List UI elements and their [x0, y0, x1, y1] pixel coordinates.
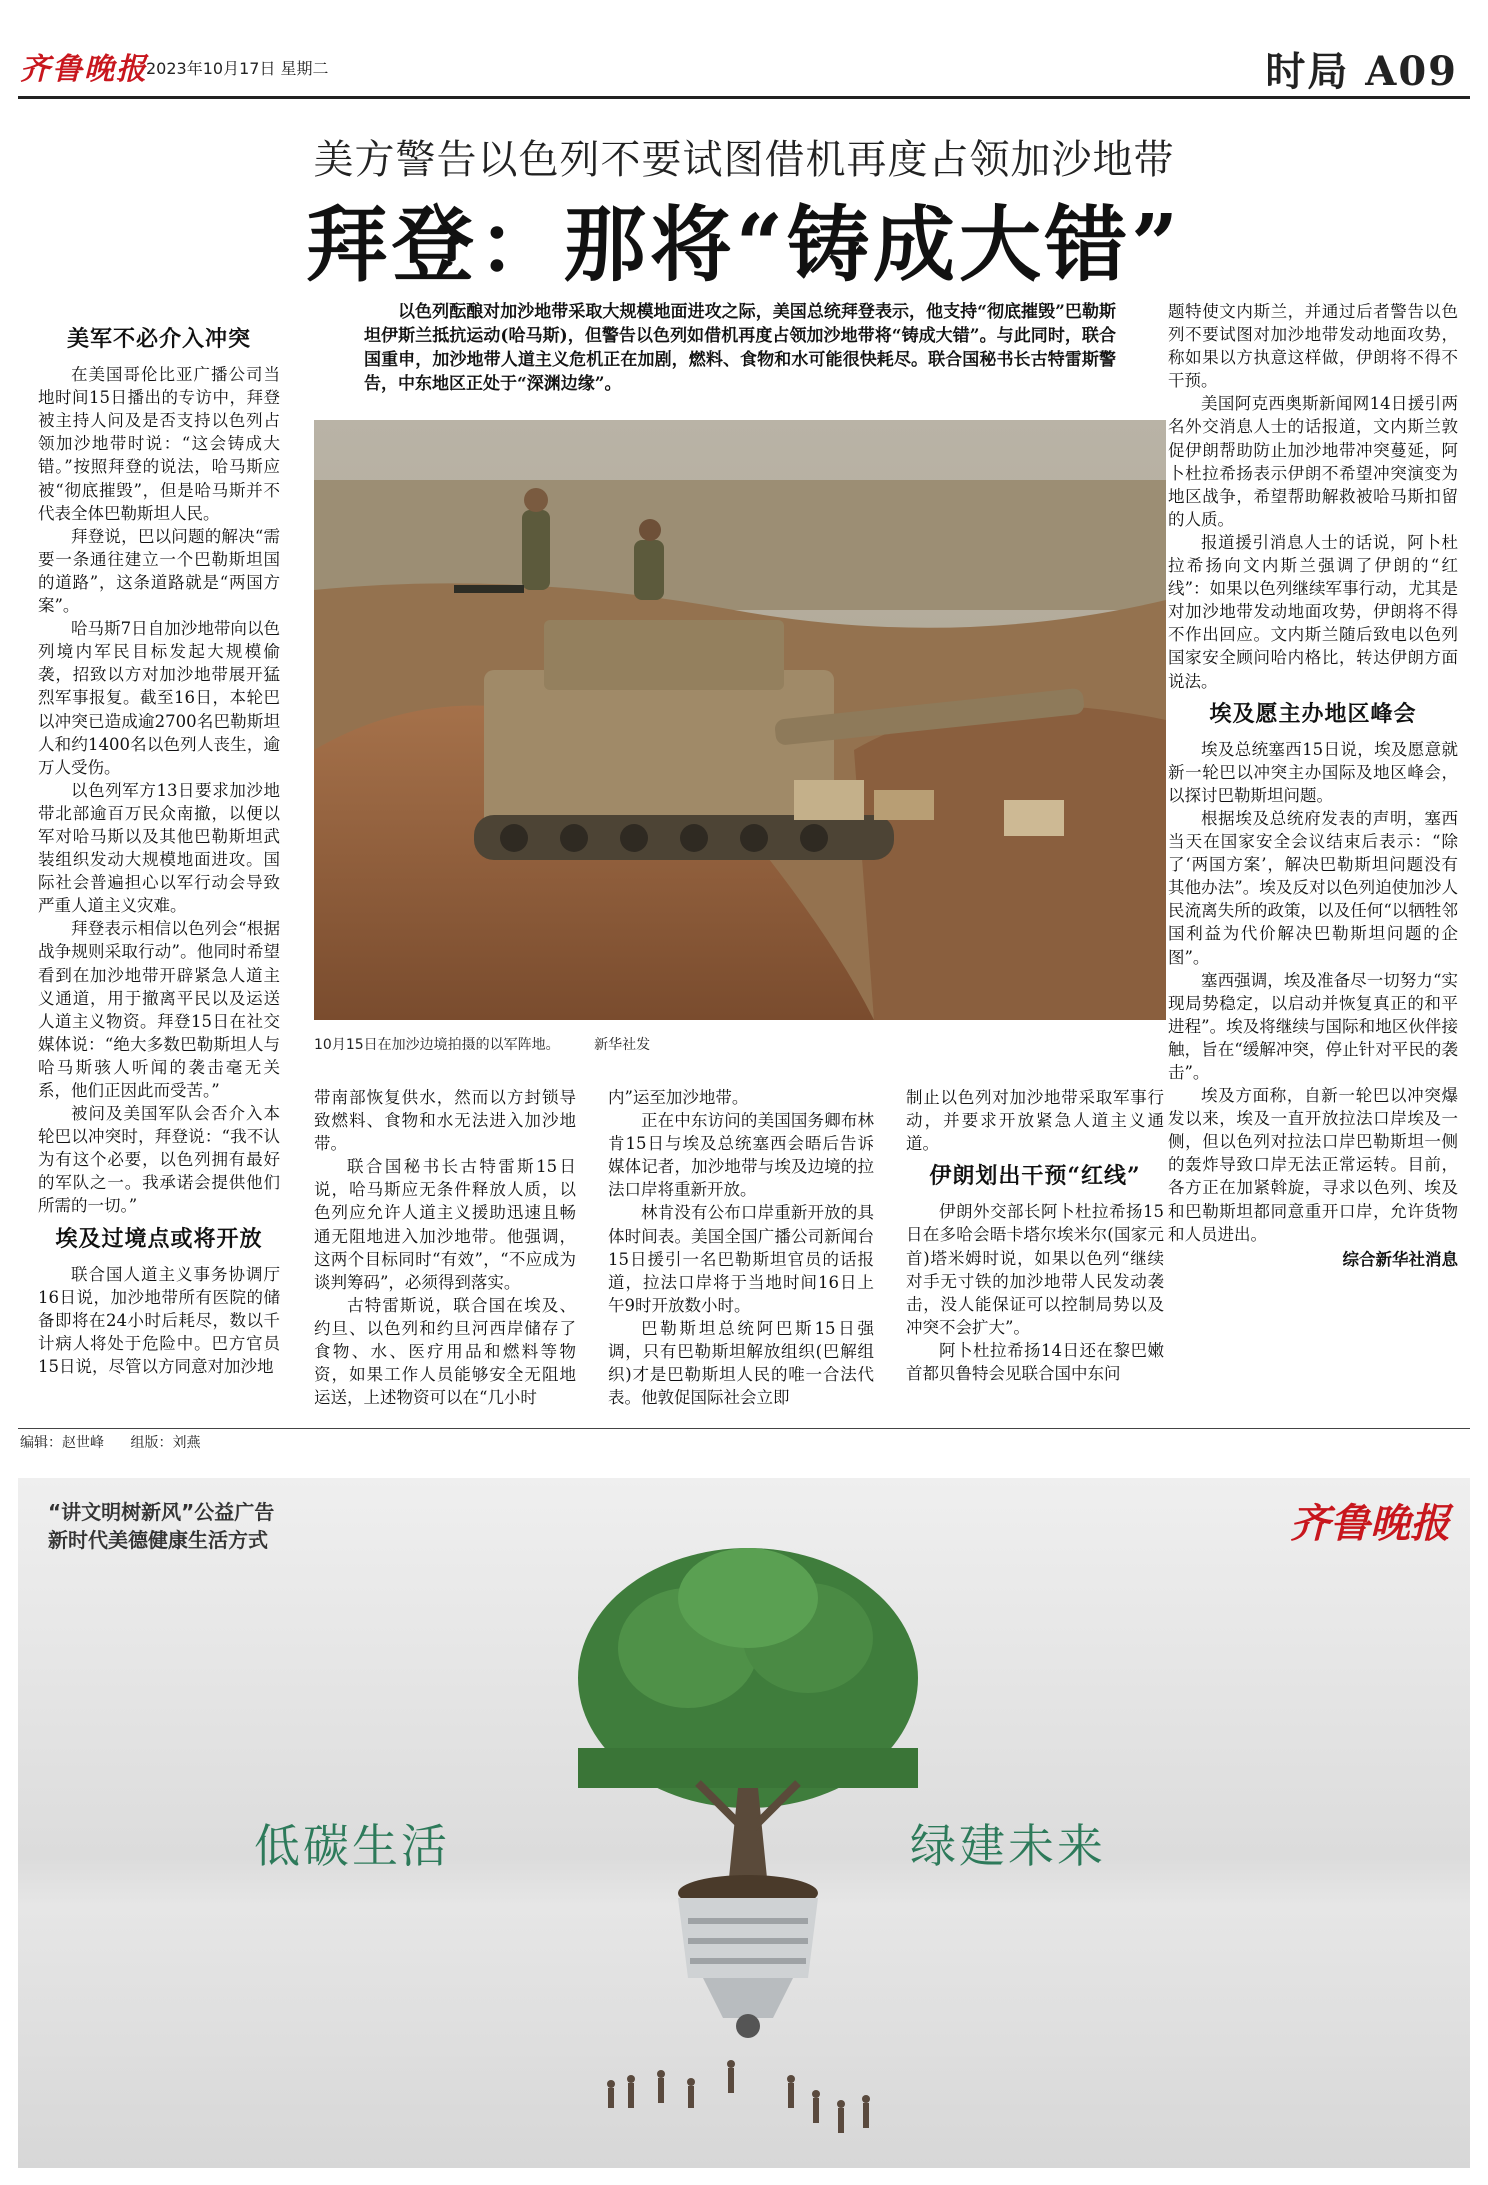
- paragraph: 在美国哥伦比亚广播公司当地时间15日播出的专访中，拜登被主持人问及是否支持以色列占领加沙地带时说：“这会铸成大错。”按照拜登的说法，哈马斯应被“彻底摧毁”，但是哈马斯并不代表全体巴勒斯坦人民。: [38, 365, 280, 523]
- article-lead: 以色列酝酿对加沙地带采取大规模地面进攻之际，美国总统拜登表示，他支持“彻底摧毁”巴勒斯坦伊斯兰抵抗运动(哈马斯)，但警告以色列如借机再度占领加沙地带将“铸成大错”。与此同时，联合国重申，加沙地带人道主义危机正在加剧，燃料、食物和水可能很快耗尽。联合国秘书长古特雷斯警告，中东地区正处于“深渊边缘”。: [364, 302, 1116, 394]
- photo-credit: 新华社发: [594, 1037, 651, 1053]
- ad-subtitle: 新时代美德健康生活方式: [48, 1528, 268, 1552]
- designer-name: 组版：刘燕: [130, 1435, 201, 1451]
- article-column-2: [314, 1086, 576, 1409]
- news-photo: [314, 420, 1166, 1020]
- ad-slogan-left: 低碳生活: [254, 1819, 450, 1873]
- paragraph: 正在中东访问的美国国务卿布林肯15日与埃及总统塞西会晤后告诉媒体记者，加沙地带与埃及边境的拉法口岸将重新开放。: [608, 1111, 874, 1200]
- section-page-label: 时局 A09: [1265, 48, 1458, 95]
- section-heading: 伊朗划出干预“红线”: [929, 1163, 1141, 1190]
- paragraph: 塞西强调，埃及准备尽一切努力“实现局势稳定，以启动并恢复真正的和平进程”。埃及将继续与国际和地区伙伴接触，旨在“缓解冲突，停止针对平民的袭击”。: [1168, 970, 1458, 1082]
- paragraph: 拜登表示相信以色列会“根据战争规则采取行动”。他同时希望看到在加沙地带开辟紧急人道主义通道，用于撤离平民以及运送人道主义物资。拜登15日在社交媒体说：“绝大多数巴勒斯坦人与哈马斯骇人听闻的袭击毫无关系，他们正因此而受苦。”: [38, 919, 280, 1100]
- ad-newspaper-logo: 齐鲁晚报: [1290, 1500, 1450, 1547]
- paragraph: 埃及方面称，自新一轮巴以冲突爆发以来，埃及一直开放拉法口岸埃及一侧，但以色列对拉法口岸巴勒斯坦一侧的轰炸导致口岸无法正常运转。目前，各方正在加紧斡旋，寻求以色列、埃及和巴勒斯坦都同意重开口岸，允许货物和人员进出。: [1168, 1086, 1458, 1244]
- paragraph: 拜登说，巴以问题的解决“需要一条通往建立一个巴勒斯坦国的道路”，这条道路就是“两国方案”。: [38, 526, 280, 616]
- paragraph: 林肯没有公布口岸重新开放的具体时间表。美国全国广播公司新闻台15日援引一名巴勒斯坦官员的话报道，拉法口岸将于当地时间16日上午9时开放数小时。: [608, 1203, 874, 1315]
- paragraph: 巴勒斯坦总统阿巴斯15日强调，只有巴勒斯坦解放组织(巴解组织)才是巴勒斯坦人民的唯一合法代表。他敦促国际社会立即: [608, 1318, 874, 1408]
- newspaper-logo: 齐鲁晚报: [20, 52, 148, 87]
- paragraph: 埃及总统塞西15日说，埃及愿意就新一轮巴以冲突主办国际及地区峰会，以探讨巴勒斯坦问题。: [1168, 739, 1458, 805]
- issue-date: 2023年10月17日 星期二: [146, 59, 329, 78]
- section-heading: 埃及愿主办地区峰会: [1209, 700, 1417, 727]
- article-column-3: [608, 1086, 874, 1409]
- tree-lightbulb-icon: [538, 1528, 958, 2088]
- article-signature: 综合新华社消息: [1342, 1249, 1458, 1269]
- paragraph: 带南部恢复供水，然而以方封锁导致燃料、食物和水无法进入加沙地带。: [314, 1088, 576, 1154]
- paragraph: 古特雷斯说，联合国在埃及、约旦、以色列和约旦河西岸储存了食物、水、医疗用品和燃料等物资，如果工作人员能够安全无阻地运送，上述物资可以在“几小时: [314, 1295, 576, 1408]
- paragraph: 制止以色列对加沙地带采取军事行动，并要求开放紧急人道主义通道。: [906, 1088, 1164, 1154]
- article-column-1: [38, 318, 280, 1378]
- paragraph: 被问及美国军队会否介入本轮巴以冲突时，拜登说：“我不认为有这个必要，以色列拥有最好的军队之一。我承诺会提供他们所需的一切。”: [38, 1104, 280, 1216]
- paragraph: 题特使文内斯兰，并通过后者警告以色列不要试图对加沙地带发动地面攻势，称如果以方执意这样做，伊朗将不得不干预。: [1168, 302, 1458, 391]
- editor-name: 编辑：赵世峰: [20, 1435, 104, 1451]
- section-heading: 美军不必介入冲突: [66, 326, 251, 352]
- paragraph: 内”运至加沙地带。: [608, 1088, 749, 1107]
- masthead-rule: [18, 96, 1470, 99]
- ad-slogan-right: 绿建未来: [910, 1819, 1106, 1873]
- section-heading: 埃及过境点或将开放: [55, 1225, 263, 1252]
- paragraph: 报道援引消息人士的话说，阿卜杜拉希扬向文内斯兰强调了伊朗的“红线”：如果以色列继续军事行动，尤其是对加沙地带发动地面攻势，伊朗将不得不作出回应。文内斯兰随后致电以色列国家安全顾问哈内格比，转达伊朗方面说法。: [1168, 532, 1458, 691]
- article-column-4: [906, 1086, 1164, 1385]
- paragraph: 以色列军方13日要求加沙地带北部逾百万民众南撤，以便以军对哈马斯以及其他巴勒斯坦武装组织发动大规模地面进攻。国际社会普遍担心以军行动会导致严重人道主义灾难。: [38, 780, 280, 916]
- article-column-5: [1168, 300, 1458, 1271]
- ad-title: “讲文明树新风”公益广告: [48, 1500, 275, 1524]
- paragraph: 阿卜杜拉希扬14日还在黎巴嫩首都贝鲁特会见联合国中东问: [906, 1340, 1164, 1384]
- article-subheadline: 美方警告以色列不要试图借机再度占领加沙地带: [313, 137, 1175, 183]
- paragraph: 根据埃及总统府发表的声明，塞西当天在国家安全会议结束后表示：“除了‘两国方案’，解决巴勒斯坦问题没有其他办法”。埃及反对以色列迫使加沙人民流离失所的政策，以及任何“以牺牲邻国利益为代价解决巴勒斯坦问题的企图”。: [1168, 808, 1458, 967]
- paragraph: 伊朗外交部长阿卜杜拉希扬15日在多哈会晤卡塔尔埃米尔(国家元首)塔米姆时说，如果以色列“继续对手无寸铁的加沙地带人民发动袭击，没人能保证可以控制局势以及冲突不会扩大”。: [906, 1202, 1164, 1337]
- footer-rule: [18, 1428, 1470, 1429]
- people-figures-icon: [598, 2058, 918, 2148]
- editor-credits: [20, 1432, 222, 1452]
- paragraph: 联合国人道主义事务协调厅16日说，加沙地带所有医院的储备即将在24小时后耗尽，数以千计病人将处于危险中。巴方官员15日说，尽管以方同意对加沙地: [38, 1264, 280, 1377]
- paragraph: 美国阿克西奥斯新闻网14日援引两名外交消息人士的话报道，文内斯兰敦促伊朗帮助防止加沙地带冲突蔓延，阿卜杜拉希扬表示伊朗不希望冲突演变为地区战争，希望帮助解救被哈马斯扣留的人质。: [1168, 394, 1458, 529]
- photo-caption: [314, 1034, 1166, 1054]
- military-vehicle-photo: [314, 420, 1166, 1020]
- paragraph: 联合国秘书长古特雷斯15日说，哈马斯应无条件释放人质，以色列应允许人道主义援助迅速且畅通无阻地进入加沙地带。他强调，这两个目标同时“有效”，“不应成为谈判筹码”，必须得到落实。: [314, 1157, 576, 1292]
- article-headline: 拜登：那将“铸成大错”: [305, 197, 1183, 293]
- paragraph: 哈马斯7日自加沙地带向以色列境内军民目标发起大规模偷袭，招致以方对加沙地带展开猛烈军事报复。截至16日，本轮巴以冲突已造成逾2700名巴勒斯坦人和约1400名以色列人丧生，逾万人受伤。: [38, 619, 280, 777]
- photo-caption-text: 10月15日在加沙边境拍摄的以军阵地。: [314, 1037, 560, 1053]
- public-service-ad: [18, 1478, 1470, 2168]
